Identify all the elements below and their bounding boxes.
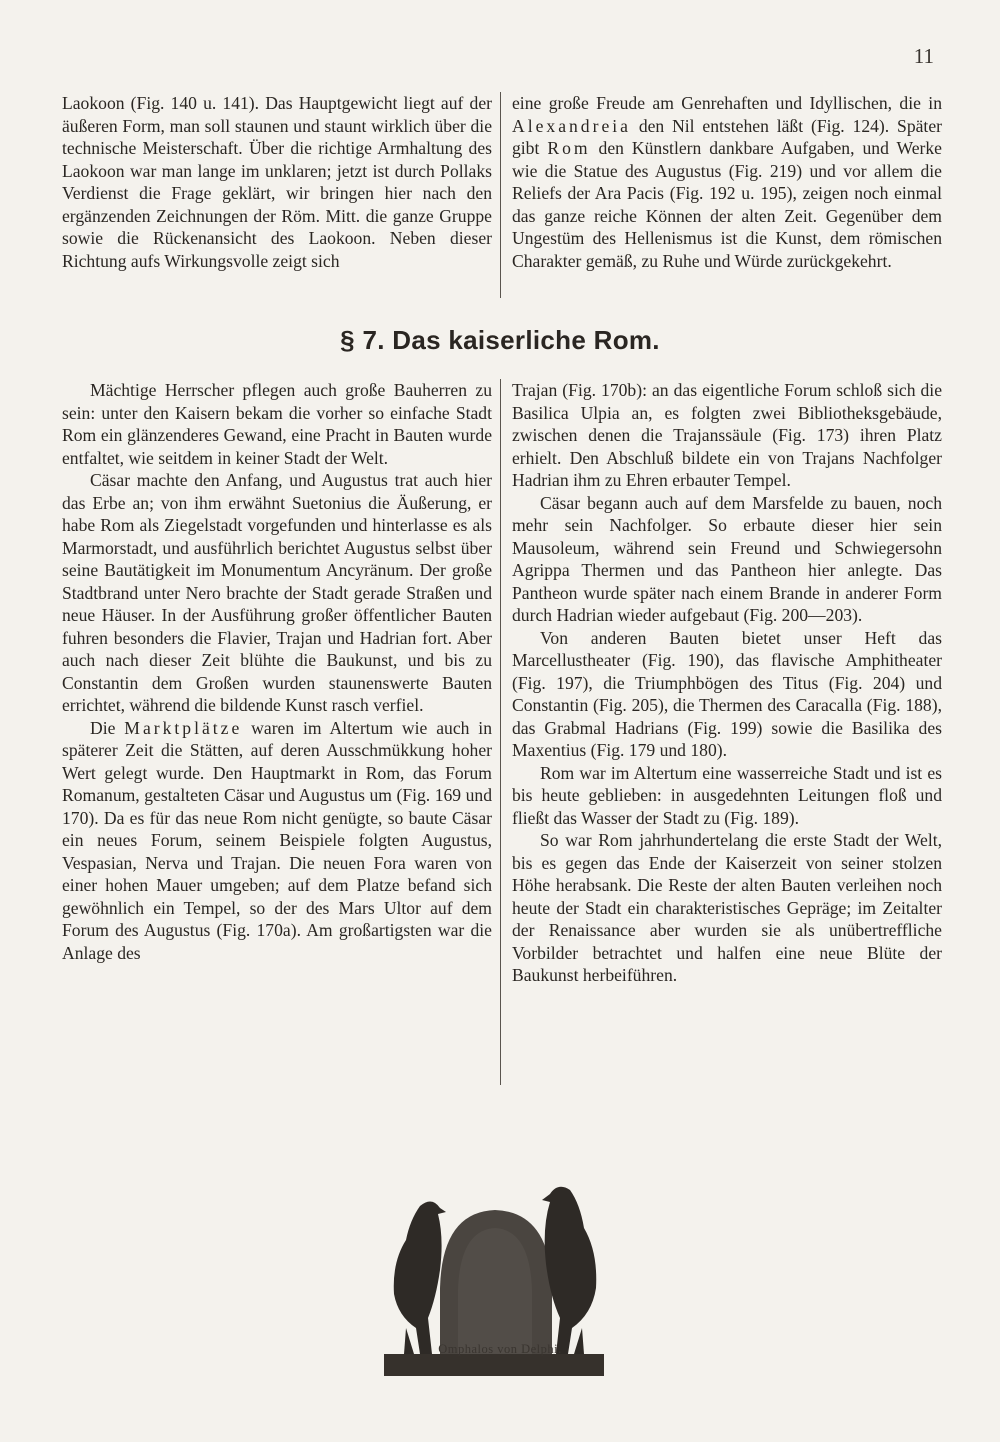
paragraph: Von anderen Bauten bietet unser Heft das Marcellustheater (Fig. 190), das flavische Amphitheater (Fig. 197), die Triumphbögen des Titus (Fig. 204) und Constantin (Fig. 205), die Thermen des Caracalla (Fig. 188), das Grabmal Hadrians (Fig. 199) sowie die Basilika des Maxentius (Fig. 179 und 180). bbox=[512, 627, 942, 760]
spaced-term: Alexandreia bbox=[512, 115, 631, 136]
text-run: den Nil entstehen läßt (Fig. 124). Später gibt bbox=[512, 115, 942, 158]
left-eagle bbox=[394, 1201, 446, 1354]
paragraph: Cäsar machte den Anfang, und Augustus trat auch hier das Erbe an; von ihm erwähnt Suetonius die Äußerung, er habe Rom als Ziegelstadt vorgefunden und hinterlasse es als Marmorstadt, und ausführlich berichtet Augustus selbst über seine Bautätigkeit im Monumentum Ancyränum. Der große Stadtbrand unter Nero brachte der Stadt gerade Straßen und neue Häuser. In der Ausführung großer öffentlicher Bauten fuhren besonders die Flavier, Trajan und Hadrian fort. Aber auch nach dieser Zeit blühte die Baukunst, und bis zu Constantin dem Großen wurden staunenswerte Bauten errichtet, während die bildende Kunst rasch verfiel. bbox=[62, 470, 492, 715]
paragraph: Trajan (Fig. 170b): an das eigentliche Forum schloß sich die Basilica Ulpia an, es folgten zwei Bibliotheksgebäude, zwischen denen die Trajanssäule (Fig. 173) ihren Platz erhielt. Den Abschluß bildete ein von Trajans Nachfolger Hadrian ihm zu Ehren erbauter Tempel. bbox=[512, 380, 942, 490]
paragraph bbox=[512, 92, 942, 272]
paragraph bbox=[62, 717, 492, 965]
main-left-column bbox=[62, 379, 492, 964]
paragraph: Laokoon (Fig. 140 u. 141). Das Hauptgewicht liegt auf der äußeren Form, man soll staunen und staunt wirklich über die technische Meisterschaft. Über die richtige Armhaltung des Laokoon war man lange im unklaren; jetzt ist durch Pollaks Verdienst die Frage geklärt, wir bringen hier nach den ergänzenden Zeichnungen der Röm. Mitt. die ganze Gruppe sowie die Rückenansicht des Laokoon. Neben dieser Richtung aufs Wirkungsvolle zeigt sich bbox=[62, 93, 492, 271]
page-number: 11 bbox=[913, 44, 934, 68]
paragraph: Cäsar begann auch auf dem Marsfelde zu bauen, noch mehr sein Nachfolger. So erbaute dieser hier sein Mausoleum, während sein Freund und Schwiegersohn Agrippa Thermen und das Pantheon hier anlegte. Das Pantheon wurde später nach einem Brande in anderer Form durch Hadrian wieder aufgebaut (Fig. 200—203). bbox=[512, 492, 942, 625]
plinth bbox=[384, 1354, 604, 1376]
top-left-column bbox=[62, 92, 492, 272]
spaced-term: Rom bbox=[547, 138, 591, 158]
spaced-term: Marktplätze bbox=[124, 717, 243, 738]
top-right-column bbox=[512, 92, 942, 272]
column-divider bbox=[500, 379, 501, 1085]
paragraph: Rom war im Altertum eine wasserreiche Stadt und ist es bis heute geblieben: in ausgedehnten Leitungen floß und fließt das Wasser der Stadt zu (Fig. 189). bbox=[512, 762, 942, 828]
paragraph: So war Rom jahrhundertelang die erste Stadt der Welt, bis es gegen das Ende der Kaiserzeit von seiner stolzen Höhe herabsank. Die Reste der alten Bauten verleihen noch heute der Stadt ein charakteristisches Gepräge; im Zeitalter der Renaissance aber wurden sie als unübertreffliche Vorbilder betrachtet und halfen eine neue Blüte der Baukunst herbeiführen. bbox=[512, 830, 942, 985]
text-run: waren im Altertum wie auch in späterer Zeit die Stätten, auf deren Ausschmükkung hoher Wert gelegt wurde. Den Hauptmarkt in Rom, das Forum Romanum, gestalteten Cäsar und Augustus um (Fig. 169 und 170). Da es für das neue Rom nicht genügte, so baute Cäsar ein neues Forum, seinem Beispiele folgten Augustus, Vespasian, Nerva und Trajan. Die neuen Fora waren von einer hohen Mauer umgeben; auf dem Platze befand sich gewöhnlich ein Tempel, so der des Mars Ultor auf dem Forum des Augustus (Fig. 170a). Am großartigsten war die Anlage des bbox=[62, 717, 492, 963]
figure-caption: Omphalos von Delphi. bbox=[438, 1342, 562, 1356]
text-run: den Künstlern dankbare Aufgaben, und Werke wie die Statue des Augustus (Fig. 219) und vor allem die Reliefs der Ara Pacis (Fig. 192 u. 195), zeigen noch einmal das ganze reiche Können der alten Zeit. Gegenüber dem Ungestüm des Hellenismus ist die Kunst, dem römischen Charakter gemäß, zu Ruhe und Würde zurückgekehrt. bbox=[512, 138, 942, 271]
omphalos-highlight bbox=[458, 1228, 532, 1354]
text-run: eine große Freude am Genrehaften und Idyllischen, die in bbox=[512, 93, 942, 113]
section-heading: § 7. Das kaiserliche Rom. bbox=[340, 325, 660, 355]
main-right-column bbox=[512, 379, 942, 987]
column-divider bbox=[500, 92, 501, 298]
paragraph: Mächtige Herrscher pflegen auch große Bauherren zu sein: unter den Kaisern bekam die vorher so einfache Stadt Rom ein glänzenderes Gewand, eine Pracht in Bauten wurde entfaltet, wie seitdem in keiner Stadt der Welt. bbox=[62, 380, 492, 468]
text-run: Die bbox=[90, 717, 125, 738]
